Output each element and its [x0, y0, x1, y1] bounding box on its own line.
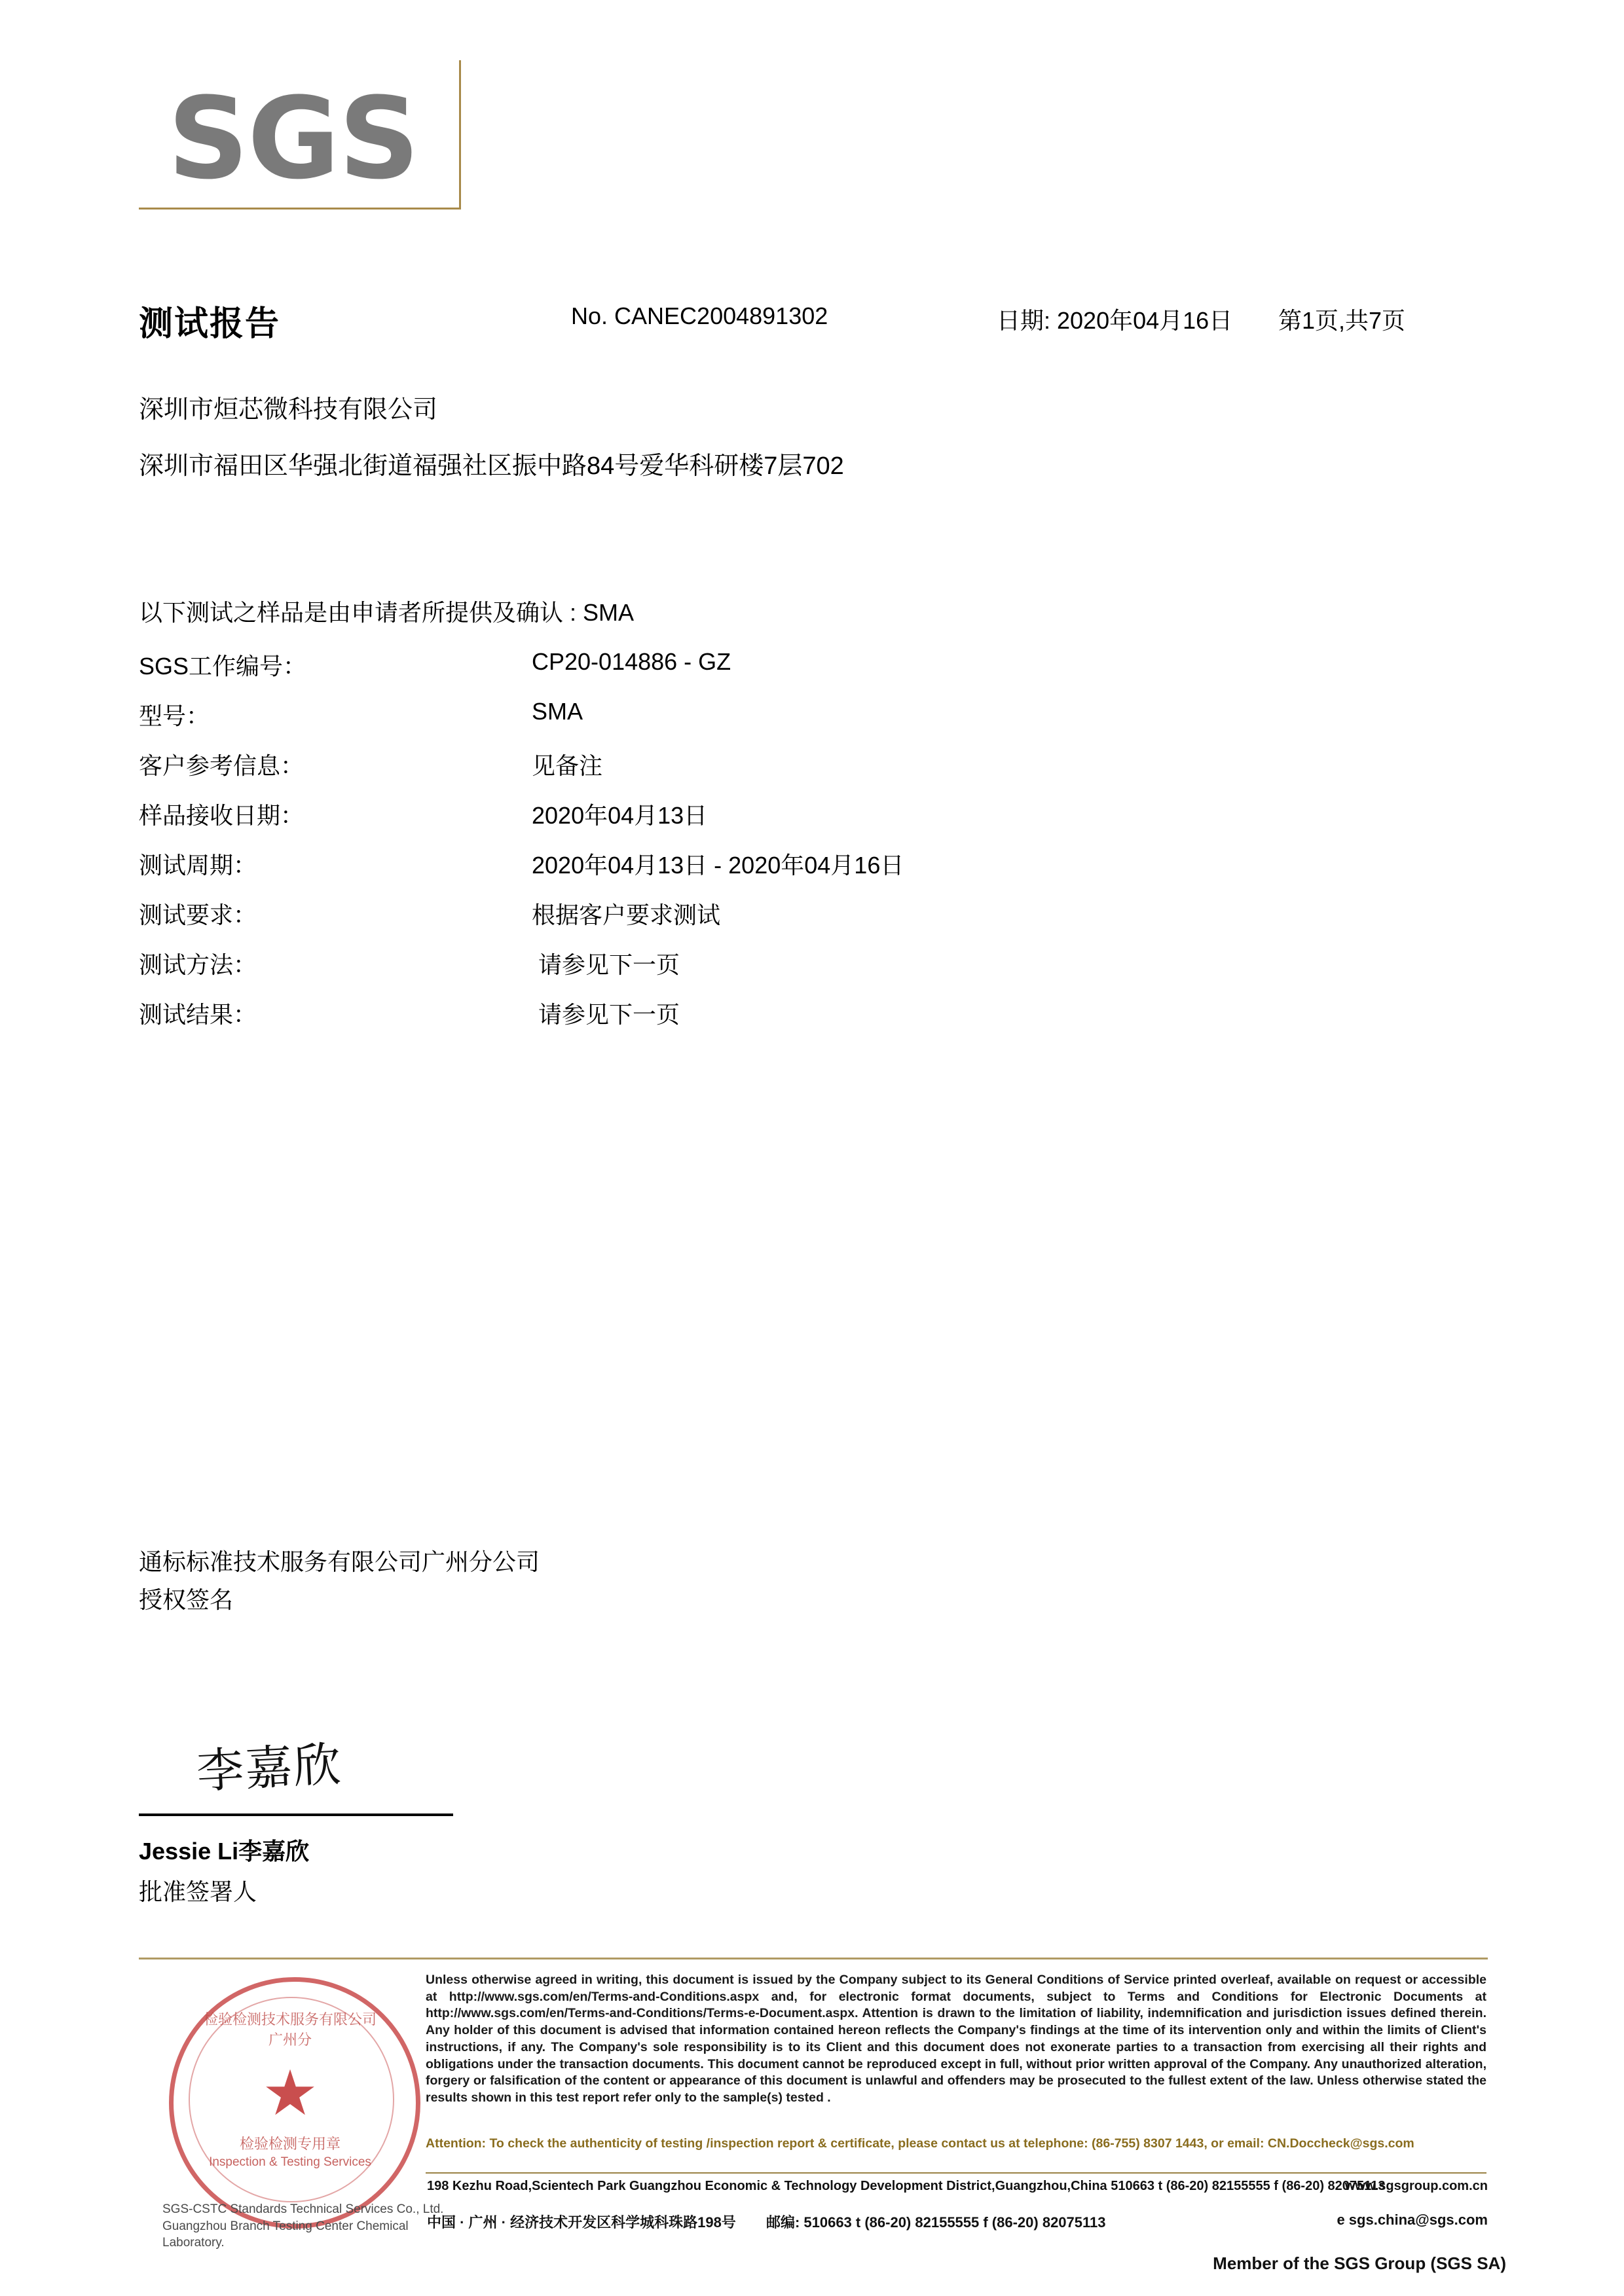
authorized-signature-label: 授权签名: [139, 1586, 234, 1613]
info-label: 测试周期：: [139, 852, 257, 879]
footer-address-en: [427, 2179, 1488, 2194]
info-value: CP20-014886 - GZ: [532, 648, 731, 675]
footer-member: Member of the SGS Group (SGS SA): [1213, 2253, 1506, 2273]
table-row: [139, 947, 1449, 996]
signer-name: Jessie Li李嘉欣: [139, 1838, 310, 1865]
info-value: SMA: [532, 698, 583, 725]
logo-text: SGS: [168, 73, 418, 204]
page-title: 测试报告: [139, 305, 281, 343]
info-label: 测试方法：: [139, 951, 257, 978]
address-divider: [426, 2172, 1486, 2174]
info-value: 见备注: [532, 752, 603, 779]
page-indicator: 第1页,共7页: [1278, 307, 1406, 334]
stamp-middle-text: 检验检测专用章: [239, 2136, 341, 2152]
info-label: SGS工作编号：: [139, 653, 307, 680]
signature-line: [139, 1813, 453, 1816]
info-label: 型号：: [139, 702, 210, 729]
info-value: 请参见下一页: [538, 1001, 680, 1028]
table-row: [139, 698, 1449, 748]
handwritten-signature: 李嘉欣: [195, 1736, 344, 1799]
stamp-company-line1: SGS-CSTC Standards Technical Services Co., Ltd.: [162, 2202, 444, 2216]
star-icon: ★: [262, 2058, 319, 2128]
signer-role: 批准签署人: [139, 1878, 257, 1905]
table-row: [139, 897, 1449, 947]
client-address: 深圳市福田区华强北街道福强社区振中路84号爱华科研楼7层702: [139, 452, 844, 480]
sample-statement: 以下测试之样品是由申请者所提供及确认 : SMA: [139, 599, 635, 626]
stamp-company-line2: Guangzhou Branch Testing Center Chemical Laboratory.: [162, 2219, 409, 2250]
table-row: [139, 748, 1449, 797]
info-value: 根据客户要求测试: [532, 902, 721, 928]
info-value: 2020年04月13日: [532, 802, 708, 829]
footer-website-en[interactable]: www.sgsgroup.com.cn: [1344, 2179, 1488, 2193]
info-value: 请参见下一页: [538, 951, 680, 978]
stamp-company-lines: [162, 2201, 444, 2251]
info-label: 测试结果：: [139, 1001, 257, 1028]
logo-frame: [139, 60, 461, 210]
footer-address-en-text: 198 Kezhu Road,Scientech Park Guangzhou Economic & Technology Development District,Guangzhou,China 510663 t (86-20) 82155555 f (86-20) 82075113: [427, 2179, 1386, 2193]
table-row: [139, 847, 1449, 897]
footer-address-cn: [427, 2212, 1488, 2232]
footer-postcode-cn: 邮编: 510663 t (86-20) 82155555 f (86-20) 82075113: [766, 2214, 1106, 2231]
stamp-middle-text-en: Inspection & Testing Services: [209, 2155, 371, 2169]
signing-company: 通标标准技术服务有限公司广州分公司: [139, 1548, 540, 1575]
info-value: 2020年04月13日 - 2020年04月16日: [532, 852, 904, 879]
footer-terms: Unless otherwise agreed in writing, this document is issued by the Company subject to its General Conditions of Service printed overleaf, available on request or accessible at http://www.sgs.com/en/Terms-and-Conditions.aspx and, for electronic format documents, subject to Terms and Conditions for Electronic Documents at http://www.sgs.com/en/Terms-and-Conditions/Terms-e-Document.aspx. Attention is drawn to the limitation of liability, indemnification and jurisdiction issues defined therein. Any holder of this document is advised that information contained hereon reflects the Company's findings at the time of its intervention only and within the limits of Client's instructions, if any. The Company's sole responsibility is to its Client and this document does not exonerate parties to a transaction from exercising all their rights and obligations under the transaction documents. This document cannot be reproduced except in full, without prior written approval of the Company. Any unauthorized alteration, forgery or falsification of the content or appearance of this document is unlawful and offenders may be prosecuted to the fullest extent of the law. Unless otherwise stated the results shown in this test report refer only to the sample(s) tested .: [426, 1973, 1486, 2105]
info-label: 样品接收日期：: [139, 802, 304, 829]
table-row: [139, 797, 1449, 847]
footer-attention: Attention: To check the authenticity of testing /inspection report & certificate, please contact us at telephone: (86-755) 8307 1443, or email: CN.Doccheck@sgs.com: [426, 2136, 1414, 2151]
footer-divider: [139, 1958, 1488, 1959]
info-label: 客户参考信息：: [139, 752, 304, 779]
footer-address-cn-text: 中国 · 广州 · 经济技术开发区科学城科珠路198号: [427, 2214, 736, 2231]
report-number: No. CANEC2004891302: [571, 302, 828, 329]
report-info-table: [139, 648, 1449, 1055]
report-date: 日期: 2020年04月16日: [997, 307, 1233, 334]
report-title-row: [139, 296, 1488, 343]
info-label: 测试要求：: [139, 902, 257, 928]
client-name: 深圳市烜芯微科技有限公司: [139, 396, 438, 424]
table-row: [139, 648, 1449, 698]
table-row: [139, 996, 1449, 1055]
stamp-top-text: 检验检测技术服务有限公司广州分: [203, 2011, 377, 2048]
company-stamp: [162, 1971, 444, 2250]
sgs-logo: [139, 60, 461, 224]
footer-email-cn[interactable]: e sgs.china@sgs.com: [1337, 2212, 1488, 2228]
